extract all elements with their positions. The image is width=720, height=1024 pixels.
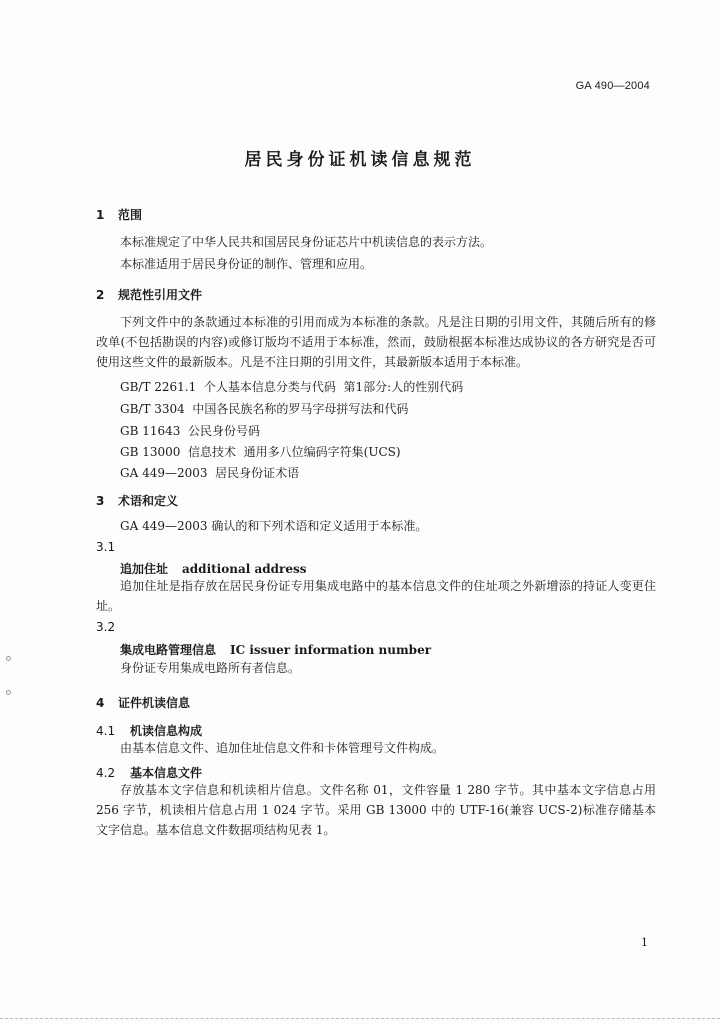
section-title: 范围 [118,208,143,222]
scope-paragraph-2: 本标准适用于居民身份证的制作、管理和应用。 [120,257,373,271]
reference-item: GA 449—2003 居民身份证术语 [120,466,300,480]
subsection-4-1-heading [96,722,202,739]
subsection-4-2-heading [96,764,202,781]
page-number: 1 [641,936,648,949]
term-3-1-definition: 追加住址是指存放在居民身份证专用集成电路中的基本信息文件的住址项之外新增添的持证人变更住址。 [96,579,656,613]
term-3-2 [120,641,431,658]
terms-intro: GA 449—2003 确认的和下列术语和定义适用于本标准。 [120,519,428,533]
section-number: 1 [96,208,105,222]
term-3-1 [120,560,307,577]
subsection-title: 基本信息文件 [130,766,203,780]
term-zh: 追加住址 [120,562,169,576]
section-1-heading [96,206,142,223]
scope-paragraph-1: 本标准规定了中华人民共和国居民身份证芯片中机读信息的表示方法。 [120,235,493,249]
section-2-heading [96,286,202,303]
subsection-title: 机读信息构成 [130,724,203,738]
section-number: 2 [96,288,105,302]
reference-item: GB 11643 公民身份号码 [120,424,261,438]
reference-item: GB 13000 信息技术 通用多八位编码字符集(UCS) [120,445,401,459]
subsection-number: 4.1 [96,724,116,738]
reference-item: GB/T 3304 中国各民族名称的罗马字母拼写法和代码 [120,402,409,416]
section-3-heading [96,492,178,509]
section-number: 3 [96,494,105,508]
subsection-4-2-body: 存放基本文字信息和机读相片信息。文件名称 01，文件容量 1 280 字节。其中基本文字信息占用 256 字节，机读相片信息占用 1 024 字节。采用 GB 13000 中的 UTF-16(兼容 UCS-2)标准存储基本文字信息。基本信息文件数据项结构见表 1。 [96,783,656,837]
section-title: 证件机读信息 [118,696,191,710]
document-title: 居民身份证机读信息规范 [244,150,476,170]
section-4-heading [96,694,190,711]
section-title: 术语和定义 [118,494,179,508]
scan-mark [6,690,11,695]
term-en: IC issuer information number [230,643,432,657]
scan-mark [6,656,11,661]
term-3-2-definition: 身份证专用集成电路所有者信息。 [120,661,301,675]
subsection-4-1-body: 由基本信息文件、追加住址信息文件和卡体管理号文件构成。 [120,741,445,755]
subsection-number: 4.2 [96,766,116,780]
term-3-2-number: 3.2 [96,620,116,634]
term-3-1-number: 3.1 [96,540,116,554]
reference-item: GB/T 2261.1 个人基本信息分类与代码 第1部分:人的性别代码 [120,380,464,394]
section-title: 规范性引用文件 [118,288,203,302]
bottom-edge-rule [0,1018,720,1020]
term-zh: 集成电路管理信息 [120,643,217,657]
references-intro: 下列文件中的条款通过本标准的引用而成为本标准的条款。凡是注日期的引用文件，其随后所有的修改单(不包括勘误的内容)或修订版均不适用于本标准，然而，鼓励根据本标准达成协议的各方研究是否可使用这些文件的最新版本。凡是不注日期的引用文件，其最新版本适用于本标准。 [96,315,656,369]
section-number: 4 [96,696,105,710]
term-en: additional address [182,562,307,576]
standard-code: GA 490—2004 [575,80,650,92]
